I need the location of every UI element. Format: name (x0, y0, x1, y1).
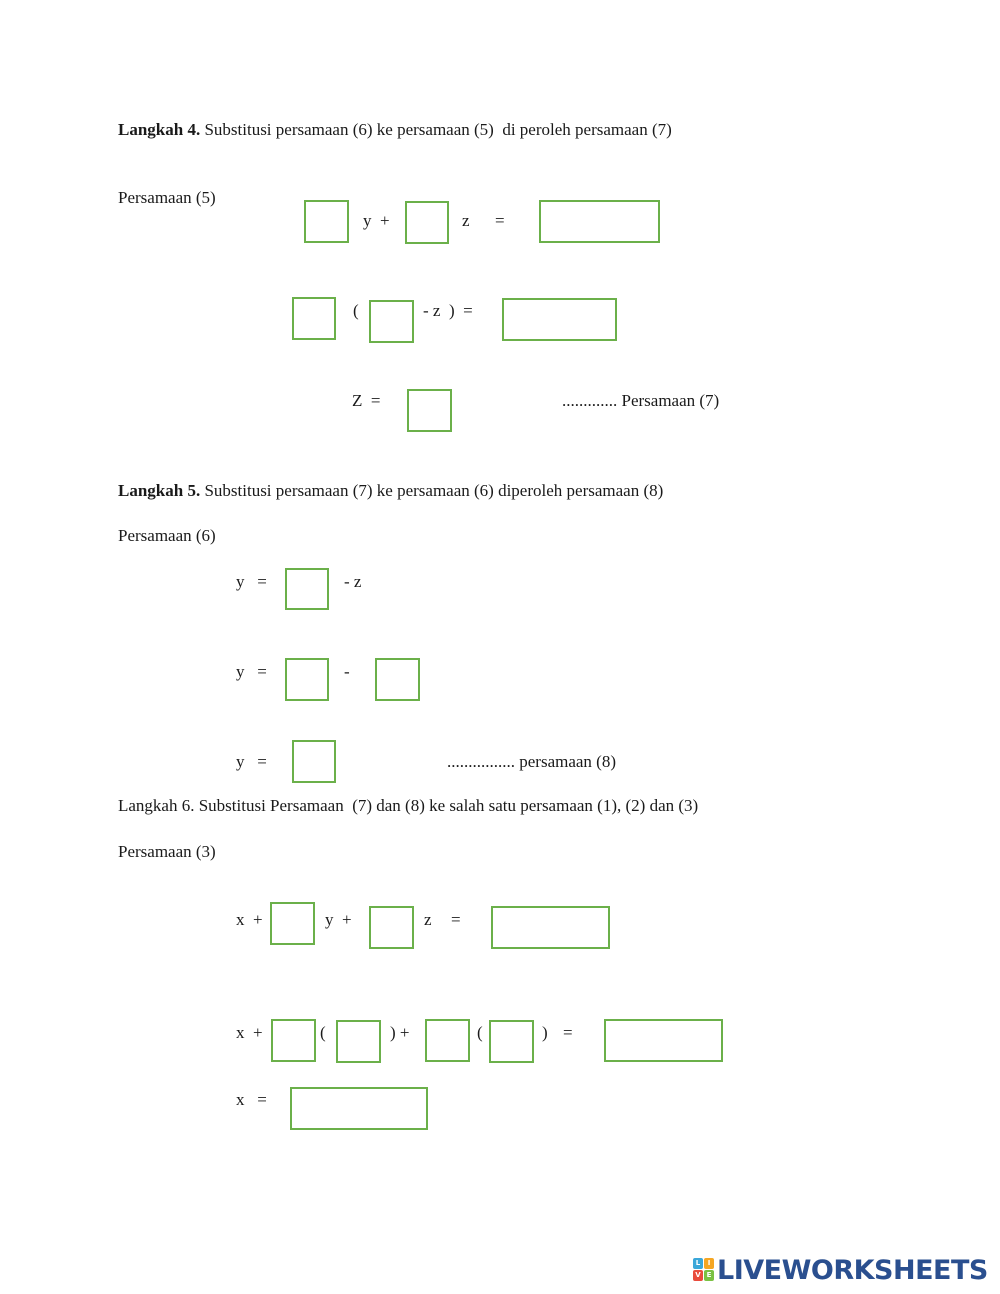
s4-r1-text-z: z (462, 211, 470, 230)
s4-r3-text-z-equals: Z = (352, 391, 381, 410)
step4-heading (118, 120, 672, 140)
s5-r1-text-y-equals: y = (236, 572, 267, 591)
answer-box-s4-r2-inner[interactable] (369, 300, 414, 343)
answer-box-s4-r1-result[interactable] (539, 200, 660, 243)
s5-r2-text-minus: - (344, 662, 350, 681)
s5-r1-text-minus-z: - z (344, 572, 362, 591)
answer-box-s5-r1-value[interactable] (285, 568, 329, 610)
answer-box-s5-r2-first[interactable] (285, 658, 329, 701)
answer-box-s5-r2-second[interactable] (375, 658, 420, 701)
s6-r2-text-close-paren: ) (542, 1023, 548, 1042)
s6-r2-text-close-paren-plus: ) + (390, 1023, 410, 1042)
s6-r1-text-z: z (424, 910, 432, 929)
step4-heading-text: Substitusi persamaan (6) ke persamaan (5) di peroleh persamaan (7) (200, 120, 672, 139)
s4-r1-text-equals: = (495, 211, 505, 230)
s6-r1-text-y-plus: y + (325, 910, 352, 929)
answer-box-s6-r1-coef-y[interactable] (270, 902, 315, 945)
step6-heading: Langkah 6. Substitusi Persamaan (7) dan (8) ke salah satu persamaan (1), (2) dan (3) (118, 796, 699, 815)
s6-r2-text-open-paren-1: ( (320, 1023, 326, 1042)
answer-box-s6-r2-coef-y[interactable] (271, 1019, 316, 1062)
s6-r3-text-x-equals: x = (236, 1090, 267, 1109)
s6-r2-text-open-paren-2: ( (477, 1023, 483, 1042)
s5-r3-equation-ref: ................ persamaan (8) (447, 752, 617, 771)
answer-box-s6-r1-coef-z[interactable] (369, 906, 414, 949)
step5-heading-bold: Langkah 5. (118, 481, 201, 500)
liveworksheets-logo (693, 1255, 988, 1285)
answer-box-s4-r1-coef-y[interactable] (304, 200, 349, 243)
s4-r1-text-y-plus: y + (363, 211, 390, 230)
answer-box-s4-r1-coef-z[interactable] (405, 201, 449, 244)
step6-equation-label: Persamaan (3) (118, 842, 216, 861)
s4-r2-text-paren: ( (353, 301, 359, 320)
answer-box-s4-r2-coef[interactable] (292, 297, 336, 340)
answer-box-s6-r2-result[interactable] (604, 1019, 723, 1062)
s5-r2-text-y-equals: y = (236, 662, 267, 681)
answer-box-s6-r2-z-value[interactable] (489, 1020, 534, 1063)
s5-r3-text-y-equals: y = (236, 752, 267, 771)
s4-r3-equation-ref: ............. Persamaan (7) (562, 391, 720, 410)
step5-heading (118, 481, 663, 501)
s6-r1-text-x-plus: x + (236, 910, 263, 929)
step5-heading-text: Substitusi persamaan (7) ke persamaan (6) diperoleh persamaan (8) (200, 481, 664, 500)
s6-r2-text-equals: = (563, 1023, 573, 1042)
answer-box-s6-r2-coef-z[interactable] (425, 1019, 470, 1062)
s4-r2-text-minus-z: - z ) = (423, 301, 473, 320)
step4-heading-bold: Langkah 4. (118, 120, 201, 139)
s6-r2-text-x-plus: x + (236, 1023, 263, 1042)
answer-box-s6-r1-result[interactable] (491, 906, 610, 949)
answer-box-s4-r3-z-value[interactable] (407, 389, 452, 432)
s6-r1-text-equals: = (451, 910, 461, 929)
step5-equation-label: Persamaan (6) (118, 526, 216, 545)
answer-box-s5-r3-y-value[interactable] (292, 740, 336, 783)
answer-box-s4-r2-result[interactable] (502, 298, 617, 341)
answer-box-s6-r3-x-value[interactable] (290, 1087, 428, 1130)
answer-box-s6-r2-y-value[interactable] (336, 1020, 381, 1063)
liveworksheets-logo-text: LIVEWORKSHEETS (717, 1254, 988, 1286)
step4-equation-label: Persamaan (5) (118, 188, 216, 207)
liveworksheets-logo-mark-icon: L I V E (693, 1258, 715, 1282)
